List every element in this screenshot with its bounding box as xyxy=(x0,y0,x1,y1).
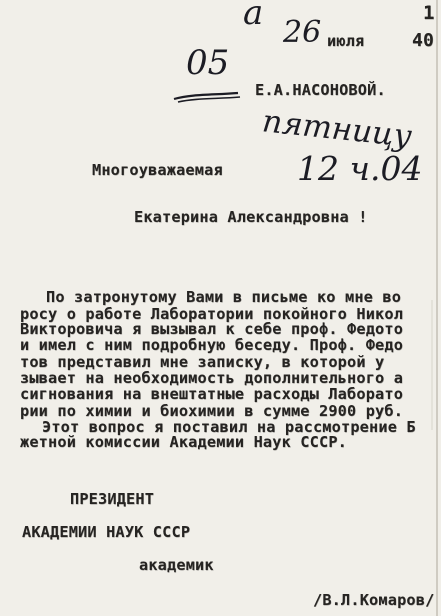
body-line: зывает на необходимость дополнительного а xyxy=(20,369,404,387)
body-line: жетной комиссии Академии Наук СССР. xyxy=(20,433,348,451)
body-line: Этот вопрос я поставил на рассмотрение Б xyxy=(42,418,416,436)
salutation-line-2: Екатерина Александровна ! xyxy=(134,208,368,226)
signature-title-president: ПРЕЗИДЕНТ xyxy=(70,490,155,508)
handwritten-day: 05 xyxy=(186,43,230,83)
body-line: По затронутому Вами в письме ко мне во xyxy=(46,288,402,306)
salutation-line-1: Многоуважаемая xyxy=(92,161,223,179)
body-line: тов представил мне записку, в которой у xyxy=(20,353,385,371)
handwritten-note-weekday: пятницу xyxy=(260,103,414,155)
year-fragment: 40 xyxy=(412,30,435,51)
body-line: и имел с ним подробную беседу. Проф. Федо xyxy=(20,336,404,354)
body-line: росу о работе Лаборатории покойного Никол xyxy=(20,305,404,323)
addressee: Е.А.НАСОНОВОЙ. xyxy=(255,81,386,99)
body-line: Викторовича я вызывал к себе проф. Федото xyxy=(20,320,404,338)
corner-number: 1 xyxy=(423,2,435,24)
body-line: рии по химии и биохимии в сумме 2900 руб. xyxy=(20,402,404,420)
signature-title-academician: академик xyxy=(139,556,214,574)
handwritten-letter-a: a xyxy=(243,0,264,33)
day-underline xyxy=(172,90,242,104)
date-month: июля xyxy=(327,32,365,50)
signature-title-academy: АКАДЕМИИ НАУК СССР xyxy=(22,523,191,541)
handwritten-date: 26 xyxy=(283,15,322,50)
signature-name: /В.Л.Комаров/ xyxy=(313,591,435,609)
body-line: сигнования на внештатные расходы Лаборато xyxy=(20,385,404,403)
handwritten-note-time: 12 ч.04 xyxy=(297,149,423,188)
